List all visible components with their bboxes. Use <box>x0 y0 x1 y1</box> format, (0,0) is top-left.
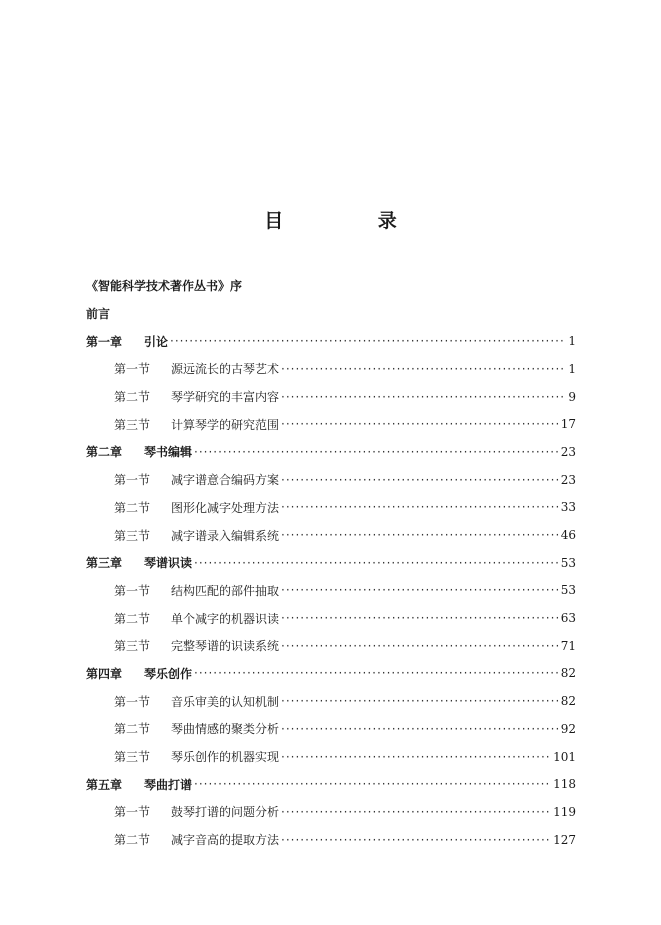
toc-entry-title: 减字谱意合编码方案 <box>171 473 280 488</box>
toc-entry-title: 音乐审美的认知机制 <box>171 694 280 709</box>
toc-page-number: 46 <box>560 528 576 543</box>
toc-entry-title: 琴曲情感的聚类分析 <box>171 722 280 737</box>
page-title: 目 录 <box>264 210 441 232</box>
dot-leader <box>281 611 559 625</box>
toc-entry-number: 第二节 <box>114 390 151 405</box>
dot-leader <box>281 639 559 653</box>
dot-leader <box>170 334 566 348</box>
toc-entry-number: 第二节 <box>114 611 151 626</box>
toc-entry-title: 结构匹配的部件抽取 <box>171 583 280 598</box>
toc-chapter-entry[interactable] <box>86 327 576 355</box>
dot-leader <box>281 833 551 847</box>
toc-section-entry[interactable] <box>86 826 576 854</box>
toc-entry-title: 琴学研究的丰富内容 <box>171 390 280 405</box>
toc-entry-label: 前言 <box>86 307 111 322</box>
toc-page-number: 118 <box>553 777 576 792</box>
toc-page-number: 82 <box>560 666 576 681</box>
table-of-contents <box>86 272 576 853</box>
dot-leader <box>194 777 551 791</box>
toc-entry-number: 第一节 <box>114 362 151 377</box>
toc-page-number: 53 <box>560 583 576 598</box>
toc-entry-number: 第一节 <box>114 694 151 709</box>
toc-page-number: 53 <box>560 555 576 570</box>
toc-section-entry[interactable] <box>86 383 576 411</box>
dot-leader <box>281 362 566 376</box>
dot-leader <box>281 750 551 764</box>
toc-entry-number: 第三章 <box>86 556 123 571</box>
toc-section-entry[interactable] <box>86 355 576 383</box>
dot-leader <box>281 500 559 514</box>
toc-entry-title: 琴谱识读 <box>144 556 193 571</box>
toc-page-number: 23 <box>560 472 576 487</box>
dot-leader <box>281 583 559 597</box>
toc-page-number: 33 <box>560 500 576 515</box>
toc-entry-number: 第二节 <box>114 833 151 848</box>
toc-entry-label: 《智能科学技术著作丛书》序 <box>86 279 243 294</box>
toc-section-entry[interactable] <box>86 604 576 632</box>
toc-page-number: 92 <box>560 721 576 736</box>
toc-entry-title: 源远流长的古琴艺术 <box>171 362 280 377</box>
toc-page-number: 127 <box>553 832 576 847</box>
toc-section-entry[interactable] <box>86 798 576 826</box>
toc-page-number: 23 <box>560 444 576 459</box>
toc-page-number: 1 <box>568 361 576 376</box>
toc-entry-number: 第一章 <box>86 334 123 349</box>
toc-page-number: 71 <box>560 638 576 653</box>
dot-leader <box>281 805 551 819</box>
toc-entry-number: 第四章 <box>86 666 123 681</box>
toc-section-entry[interactable] <box>86 687 576 715</box>
toc-entry-number: 第三节 <box>114 750 151 765</box>
dot-leader <box>281 417 559 431</box>
toc-entry-title: 减字谱录入编辑系统 <box>171 528 280 543</box>
toc-chapter-entry[interactable] <box>86 660 576 688</box>
toc-section-entry[interactable] <box>86 632 576 660</box>
toc-section-entry[interactable] <box>86 743 576 771</box>
toc-page-number: 1 <box>568 334 576 349</box>
toc-page-number: 119 <box>553 804 576 819</box>
toc-page-number: 82 <box>560 694 576 709</box>
toc-entry-number: 第五章 <box>86 777 123 792</box>
toc-entry-title: 琴书编辑 <box>144 445 193 460</box>
toc-entry-number: 第二章 <box>86 445 123 460</box>
dot-leader <box>281 473 559 487</box>
dot-leader <box>194 556 559 570</box>
toc-chapter-entry[interactable] <box>86 549 576 577</box>
toc-section-entry[interactable] <box>86 521 576 549</box>
toc-section-entry[interactable] <box>86 494 576 522</box>
dot-leader <box>281 390 566 404</box>
toc-entry-title: 鼓琴打谱的问题分析 <box>171 805 280 820</box>
toc-entry-title: 完整琴谱的识读系统 <box>171 639 280 654</box>
dot-leader <box>281 694 559 708</box>
toc-entry-number: 第一节 <box>114 583 151 598</box>
toc-chapter-entry[interactable] <box>86 438 576 466</box>
toc-entry-series-preface[interactable] <box>86 272 576 300</box>
toc-entry-title: 引论 <box>144 334 169 349</box>
toc-page-number: 9 <box>568 389 576 404</box>
toc-section-entry[interactable] <box>86 577 576 605</box>
toc-entry-number: 第二节 <box>114 722 151 737</box>
toc-entry-title: 计算琴学的研究范围 <box>171 417 280 432</box>
dot-leader <box>281 722 559 736</box>
dot-leader <box>194 445 559 459</box>
toc-page-number: 63 <box>560 611 576 626</box>
toc-entry-number: 第三节 <box>114 417 151 432</box>
dot-leader <box>281 528 559 542</box>
toc-entry-title: 琴乐创作 <box>144 666 193 681</box>
toc-page-number: 17 <box>560 417 576 432</box>
toc-entry-title: 减字音高的提取方法 <box>171 833 280 848</box>
toc-entry-title: 单个减字的机器识读 <box>171 611 280 626</box>
toc-entry-number: 第三节 <box>114 528 151 543</box>
toc-section-entry[interactable] <box>86 410 576 438</box>
toc-chapter-entry[interactable] <box>86 770 576 798</box>
toc-entry-title: 图形化减字处理方法 <box>171 500 280 515</box>
toc-section-entry[interactable] <box>86 715 576 743</box>
toc-entry-preface[interactable] <box>86 300 576 328</box>
dot-leader <box>194 666 559 680</box>
toc-section-entry[interactable] <box>86 466 576 494</box>
toc-entry-number: 第三节 <box>114 639 151 654</box>
toc-entry-number: 第一节 <box>114 473 151 488</box>
toc-entry-title: 琴乐创作的机器实现 <box>171 750 280 765</box>
toc-entry-number: 第一节 <box>114 805 151 820</box>
toc-page-number: 101 <box>553 749 576 764</box>
toc-entry-number: 第二节 <box>114 500 151 515</box>
toc-entry-title: 琴曲打谱 <box>144 777 193 792</box>
